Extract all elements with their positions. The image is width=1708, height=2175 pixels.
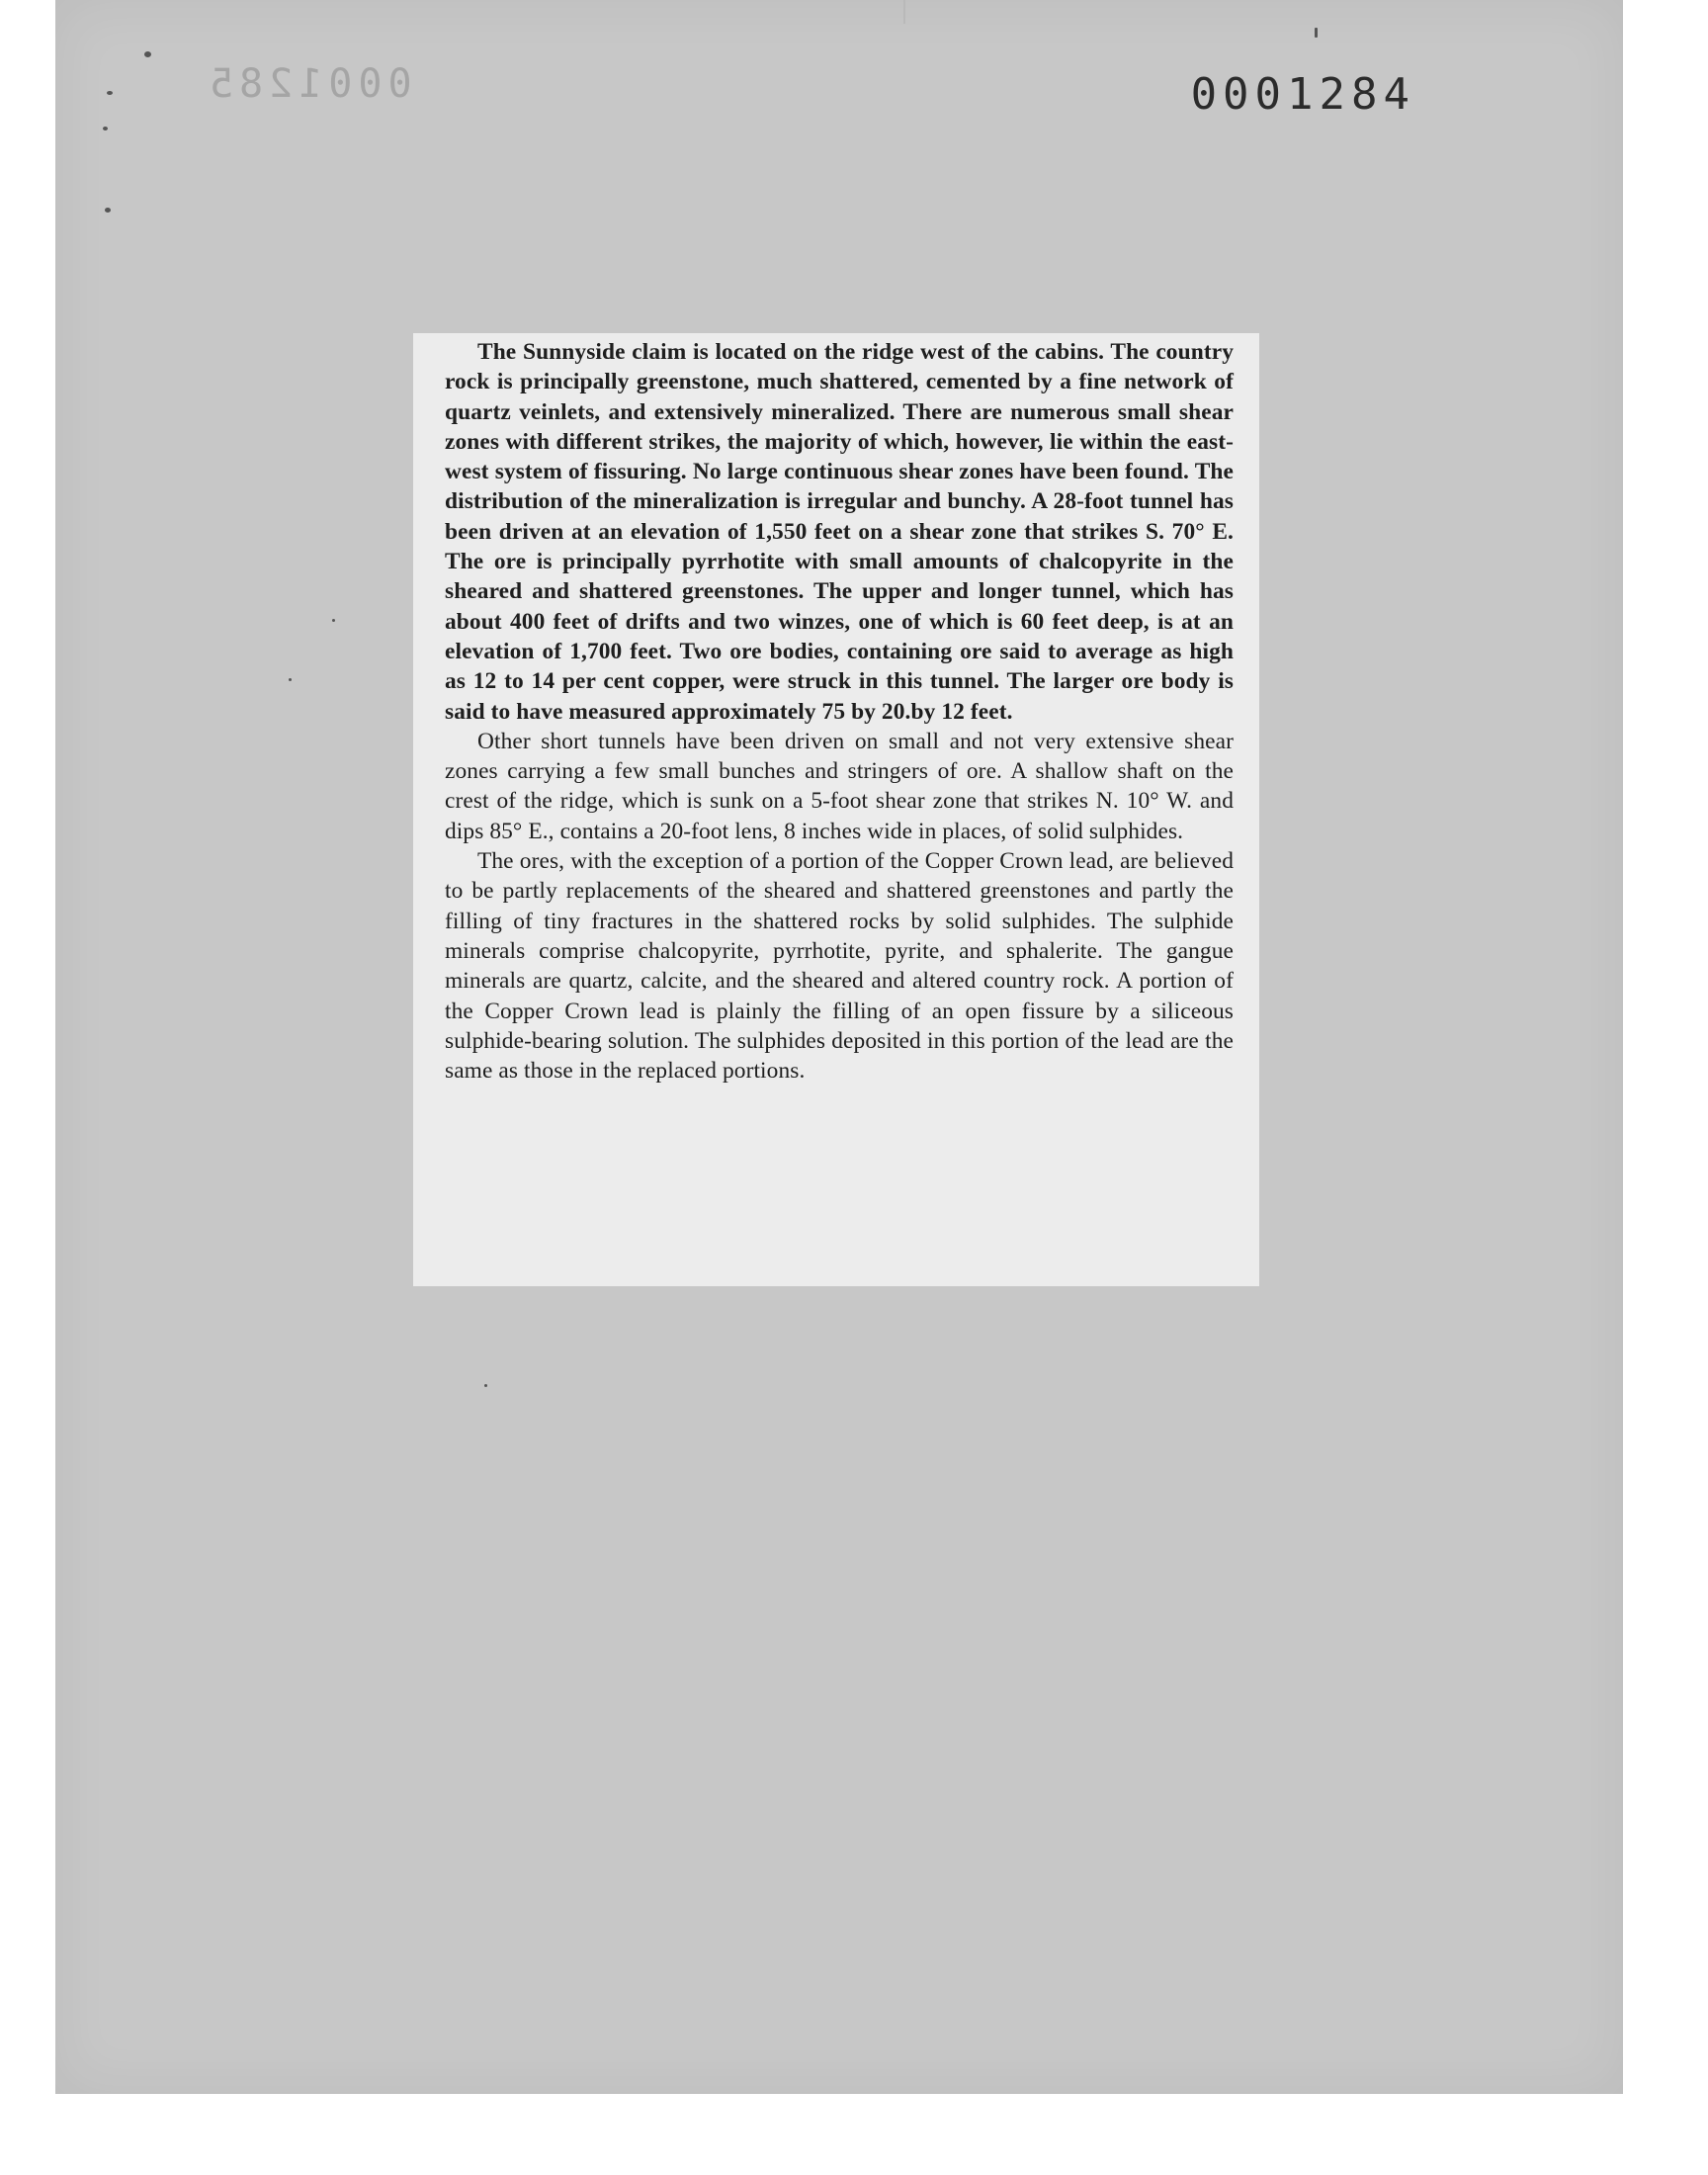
scanned-sheet: [55, 0, 1623, 2094]
margin-speck: [289, 678, 292, 681]
margin-speck: [105, 208, 111, 213]
margin-speck: [484, 1384, 487, 1387]
margin-speck: [103, 127, 108, 130]
margin-speck: [144, 51, 151, 57]
bleed-through-page-number: 0001285: [204, 61, 412, 107]
article-paragraph: The Sunnyside claim is located on the ridge west of the cabins. The country rock is principally greenstone, much shattered, cemented by a fine network of quartz veinlets, and extensively mineralized. There are numerous small shear zones with different strikes, the majority of which, however, lie within the east-west system of fissuring. No large continuous shear zones have been found. The distribution of the mineralization is irregular and bunchy. A 28-foot tunnel has been driven at an elevation of 1,550 feet on a shear zone that strikes S. 70° E. The ore is principally pyrrhotite with small amounts of chalcopyrite in the sheared and shattered greenstones. The upper and longer tunnel, which has about 400 feet of drifts and two winzes, one of which is 60 feet deep, is at an elevation of 1,700 feet. Two ore bodies, containing ore said to average as high as 12 to 14 per cent copper, were struck in this tunnel. The larger ore body is said to have measured approximately 75 by 20.by 12 feet.: [445, 339, 1234, 725]
article-paragraph: Other short tunnels have been driven on small and not very extensive shear zones carrying a few small bunches and stringers of ore. A shallow shaft on the crest of the ridge, which is sunk on a 5-foot shear zone that strikes N. 10° W. and dips 85° E., contains a 20-foot lens, 8 inches wide in places, of solid sulphides.: [445, 728, 1234, 844]
margin-speck: [1315, 28, 1318, 38]
sheet-fold-mark: [903, 0, 905, 24]
article-paragraph: The ores, with the exception of a portion of the Copper Crown lead, are believed to be partly replacements of the sheared and shattered greenstones and partly the filling of tiny fractures in the shattered rocks by solid sulphides. The sulphide minerals comprise chalcopyrite, pyrrhotite, pyrite, and sphalerite. The gangue minerals are quartz, calcite, and the sheared and altered country rock. A portion of the Copper Crown lead is plainly the filling of an open fissure by a siliceous sulphide-bearing solution. The sulphides deposited in this portion of the lead are the same as those in the replaced portions.: [445, 848, 1234, 1085]
article-clipping: [413, 333, 1259, 1286]
page-stamp-number: 0001284: [1190, 69, 1415, 120]
margin-speck: [107, 91, 113, 95]
margin-speck: [332, 619, 335, 622]
